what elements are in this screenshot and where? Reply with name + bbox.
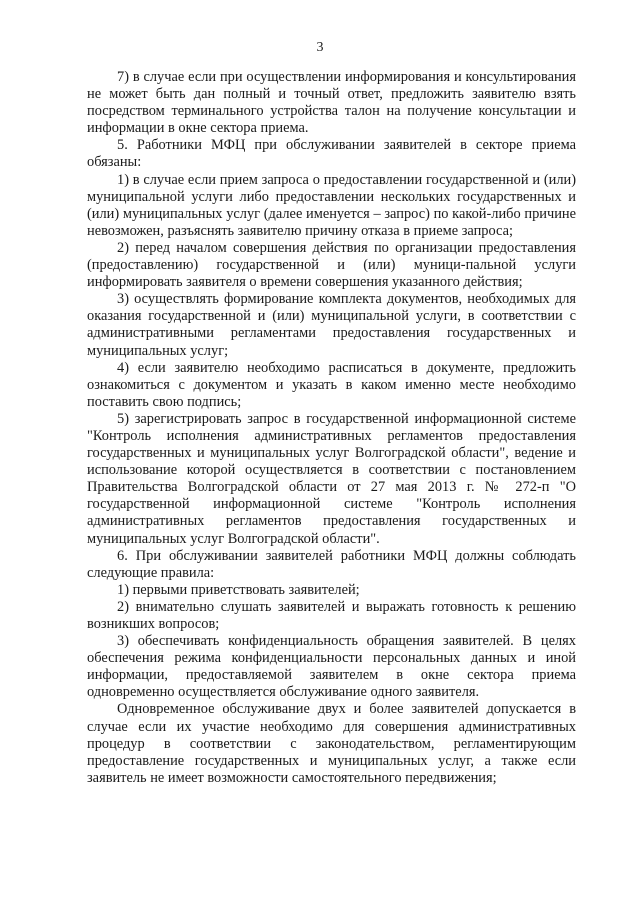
paragraph-item-2: 2) перед началом совершения действия по организации предоставления (предоставлению) государственной и (или) муници-пальной услуги информировать заявителя о времени совершения указанного действия; xyxy=(87,239,576,291)
paragraph-simultaneous-service: Одновременное обслуживание двух и более заявителей допускается в случае если их участие необходимо для совершения административных процедур в соответствии с законодательством, регламентирующим предоставление государственных и муниципальных услуг, а также если заявитель не имеет возможности самостоятельного передвижения; xyxy=(87,701,576,786)
paragraph-section-5: 5. Работники МФЦ при обслуживании заявителей в секторе приема обязаны: xyxy=(87,137,576,171)
paragraph-item-4: 4) если заявителю необходимо расписаться в документе, предложить ознакомиться с документом и указать в каком именно месте необходимо поставить свою подпись; xyxy=(87,359,576,410)
paragraph-rule-1: 1) первыми приветствовать заявителей; xyxy=(117,581,360,598)
paragraph-section-6: 6. При обслуживании заявителей работники МФЦ должны соблюдать следующие правила: xyxy=(87,547,576,581)
paragraph-rule-2: 2) внимательно слушать заявителей и выражать готовность к решению возникших вопросов; xyxy=(87,598,576,632)
paragraph-item-5: 5) зарегистрировать запрос в государственной информационной системе "Контроль исполнения административных регламентов предоставления государственных и муниципальных услуг Волгоградской области", ведение и использование которой осуществляется в соответствии с постановлением Правительства Волгоградской области от 27 мая 2013 г. № 272-п "О государственной информационной системе "Контроль исполнения административных регламентов предоставления государственных и муниципальных услуг Волгоградской области". xyxy=(87,410,576,547)
paragraph-item-1: 1) в случае если прием запроса о предоставлении государственной и (или) муниципальной услуги либо предоставлении нескольких государственных и (или) муниципальных услуг (далее именуется – запрос) по какой-либо причине невозможен, разъяснять заявителю причину отказа в приеме запроса; xyxy=(87,171,576,239)
paragraph-item-7: 7) в случае если при осуществлении информирования и консультирования не может быть дан полный и точный ответ, предложить заявителю взять посредством терминального устройства талон на получение консультации и информации в окне сектора приема. xyxy=(87,69,576,137)
document-body xyxy=(87,69,576,787)
page-number: 3 xyxy=(316,40,324,55)
paragraph-rule-3: 3) обеспечивать конфиденциальность обращения заявителей. В целях обеспечения режима конфиденциальности персональных данных и иной информации, предоставляемой заявителем в окне сектора приема одновременно осуществляется обслуживание одного заявителя. xyxy=(87,633,576,701)
paragraph-item-3: 3) осуществлять формирование комплекта документов, необходимых для оказания государственной и (или) муниципальной услуги, в соответствии с административными регламентами предоставления государственных и муниципальных услуг; xyxy=(87,291,576,359)
